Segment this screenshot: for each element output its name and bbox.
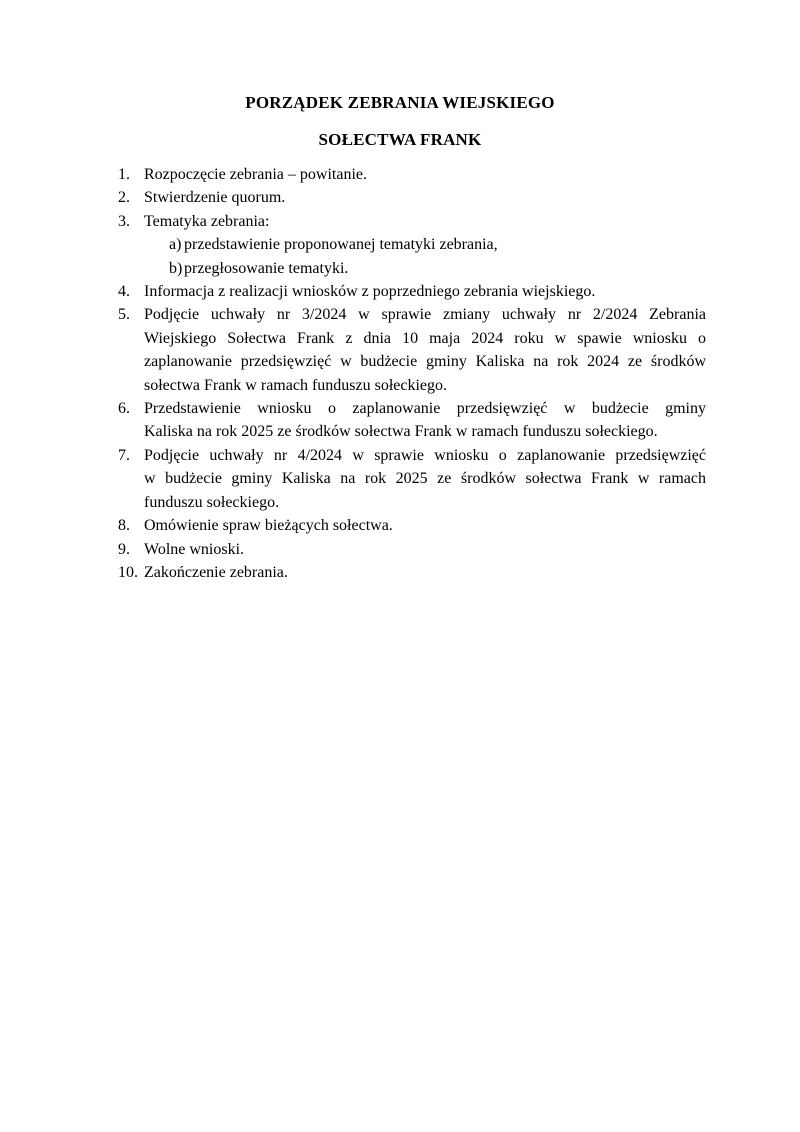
text-line: Wolne wnioski. (144, 540, 245, 558)
item-number: 10. (118, 563, 138, 581)
item-text (144, 280, 706, 303)
list-item-3 (118, 210, 706, 233)
text-line: Informacja z realizacji wniosków z poprzedniego zebrania wiejskiego. (144, 283, 596, 301)
item-text (144, 561, 706, 584)
item-text (144, 397, 706, 444)
list-item-5 (118, 303, 706, 397)
text-line: Podjęcie uchwały nr 3/2024 w sprawie zmiany uchwały nr 2/2024 Zebrania (144, 306, 706, 324)
list-subitem-3a (169, 233, 706, 256)
item-text (144, 514, 706, 537)
text-line: przegłosowanie tematyki. (184, 259, 349, 277)
list-subitem-3b (169, 257, 706, 280)
item-number: 6. (118, 400, 130, 418)
item-number: 5. (118, 306, 130, 324)
text-line: sołectwa Frank w ramach funduszu sołeckiego. (144, 376, 448, 394)
text-line: Wiejskiego Sołectwa Frank z dnia 10 maja 2024 roku w spawie wniosku o (144, 329, 706, 347)
list-item-4 (118, 280, 706, 303)
item-text (144, 444, 706, 514)
subitem-text (184, 257, 706, 280)
subitem-marker: b) (169, 259, 183, 277)
text-line: Zakończenie zebrania. (144, 563, 288, 581)
list-item-8 (118, 514, 706, 537)
item-number: 9. (118, 540, 130, 558)
text-line: Kaliska na rok 2025 ze środków sołectwa Frank w ramach funduszu sołeckiego. (144, 423, 658, 441)
text-line: Omówienie spraw bieżących sołectwa. (144, 517, 393, 535)
text-line: przedstawienie proponowanej tematyki zebrania, (184, 236, 498, 254)
list-item-10 (118, 561, 706, 584)
title-line-2: SOŁECTWA FRANK (318, 130, 482, 149)
list-item-1 (118, 163, 706, 186)
list-item-6 (118, 397, 706, 444)
text-line: Tematyka zebrania: (144, 212, 270, 230)
item-number: 7. (118, 446, 130, 464)
item-number: 3. (118, 212, 130, 230)
item-number: 4. (118, 283, 130, 301)
list-item-7 (118, 444, 706, 514)
item-number: 1. (118, 166, 130, 183)
document-title (0, 0, 800, 158)
item-number: 8. (118, 517, 130, 535)
text-line: w budżecie gminy Kaliska na rok 2025 ze środków sołectwa Frank w ramach (144, 470, 706, 488)
list-item-9 (118, 538, 706, 561)
subitem-text (184, 233, 706, 256)
text-line: zaplanowanie przedsięwzięć w budżecie gminy Kaliska na rok 2024 ze środków (144, 353, 706, 371)
item-text (144, 186, 706, 209)
text-line: Przedstawienie wniosku o zaplanowanie przedsięwzięć w budżecie gminy (144, 400, 706, 418)
agenda-list (118, 163, 706, 584)
item-text (144, 210, 706, 233)
text-line: Podjęcie uchwały nr 4/2024 w sprawie wniosku o zaplanowanie przedsięwzięć (144, 446, 706, 464)
item-text (144, 538, 706, 561)
text-line: Stwierdzenie quorum. (144, 189, 286, 207)
item-text (144, 163, 706, 186)
list-item-2 (118, 186, 706, 209)
item-number: 2. (118, 189, 130, 207)
subitem-marker: a) (169, 236, 182, 254)
text-line: Rozpoczęcie zebrania – powitanie. (144, 166, 367, 183)
text-line: funduszu sołeckiego. (144, 493, 280, 511)
item-text (144, 303, 706, 397)
title-line-1: PORZĄDEK ZEBRANIA WIEJSKIEGO (245, 93, 555, 112)
